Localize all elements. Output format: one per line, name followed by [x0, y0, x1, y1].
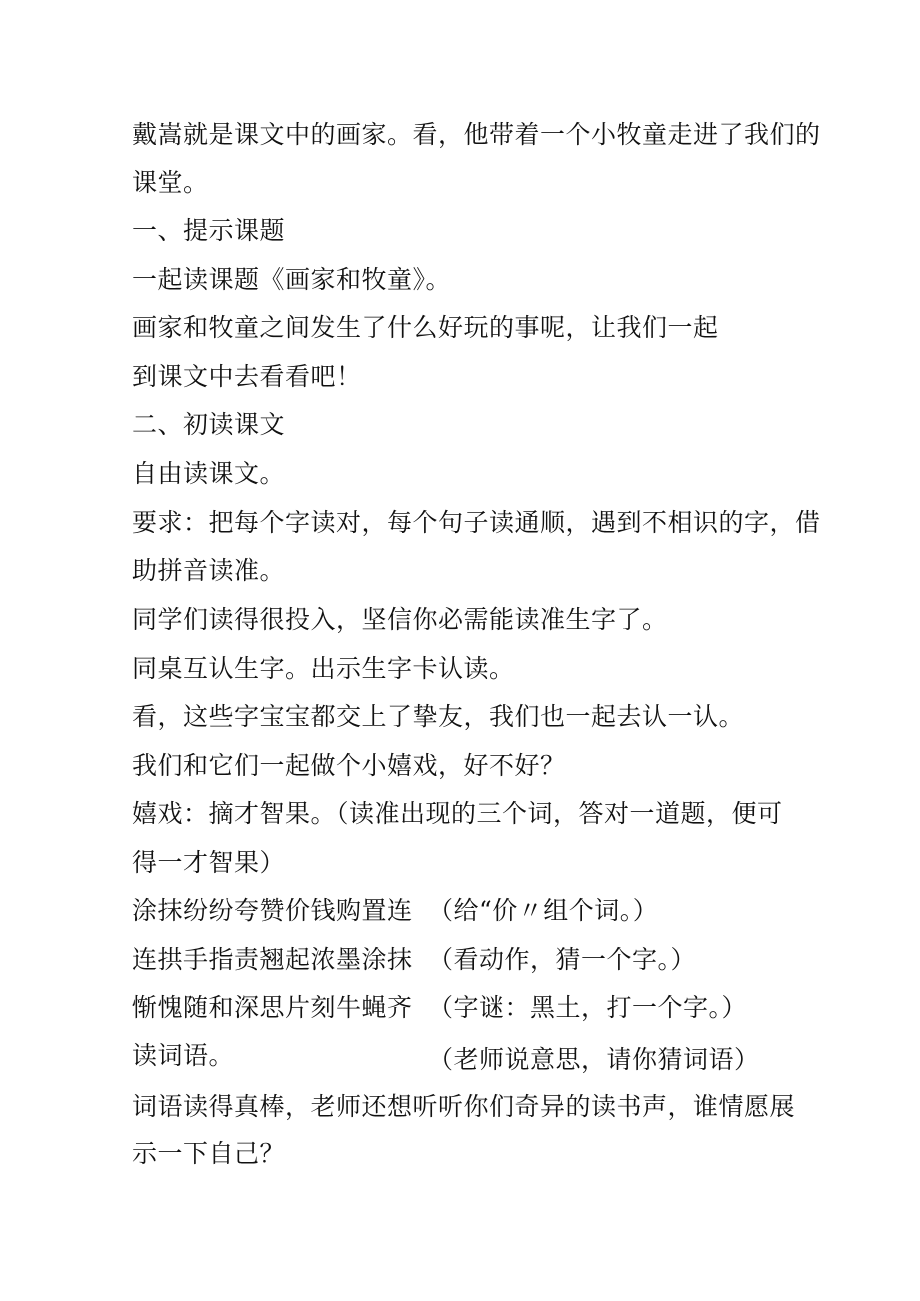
- word-row-hint: （给“价〃组个词。）: [428, 896, 659, 925]
- word-row-words: 惭愧随和深思片刻牛蝇齐: [132, 993, 413, 1022]
- section-heading: 一、提示课题: [132, 216, 286, 245]
- paragraph-line: 看，这些字宝宝都交上了挚友，我们也一起去认一认。: [132, 702, 745, 731]
- paragraph-line: 到课文中去看看吧！: [132, 362, 362, 391]
- paragraph-line: 画家和牧童之间发生了什么好玩的事呢，让我们一起: [132, 313, 719, 342]
- paragraph-line: 自由读课文。: [132, 459, 286, 488]
- paragraph-line: 同学们读得很投入，坚信你必需能读准生字了。: [132, 605, 668, 634]
- word-row-words: 连拱手指责翘起浓墨涂抹: [132, 945, 413, 974]
- section-heading: 二、初读课文: [132, 410, 286, 439]
- paragraph-line: 课堂。: [132, 168, 209, 197]
- paragraph-line: 得一才智果）: [132, 848, 286, 877]
- paragraph-line: 同桌互认生字。出示生字卡认读。: [132, 654, 515, 683]
- paragraph-line: 一起读课题《画家和牧童》。: [132, 265, 452, 294]
- paragraph-line: 我们和它们一起做个小嬉戏，好不好？: [132, 751, 566, 780]
- paragraph-line: 助拼音读准。: [132, 556, 286, 585]
- paragraph-line: 嬉戏：摘才智果。（读准出现的三个词，答对一道题，便可: [132, 799, 783, 828]
- word-row-hint: （字谜：黑土，打一个字。）: [428, 993, 748, 1022]
- word-row-words: 涂抹纷纷夸赞价钱购置连: [132, 896, 413, 925]
- word-row-hint: （看动作，猜一个字。）: [428, 945, 697, 974]
- closing-line: 示一下自己？: [132, 1139, 286, 1168]
- paragraph-line: 戴嵩就是课文中的画家。看，他带着一个小牧童走进了我们的: [132, 120, 821, 149]
- closing-line: 词语读得真棒，老师还想听听你们奇异的读书声，谁情愿展: [132, 1092, 796, 1121]
- paragraph-line: 要求：把每个字读对，每个句子读通顺，遇到不相识的字，借: [132, 508, 821, 537]
- word-row-words: 读词语。: [132, 1041, 235, 1070]
- word-row-hint: （老师说意思，请你猜词语）: [428, 1045, 760, 1074]
